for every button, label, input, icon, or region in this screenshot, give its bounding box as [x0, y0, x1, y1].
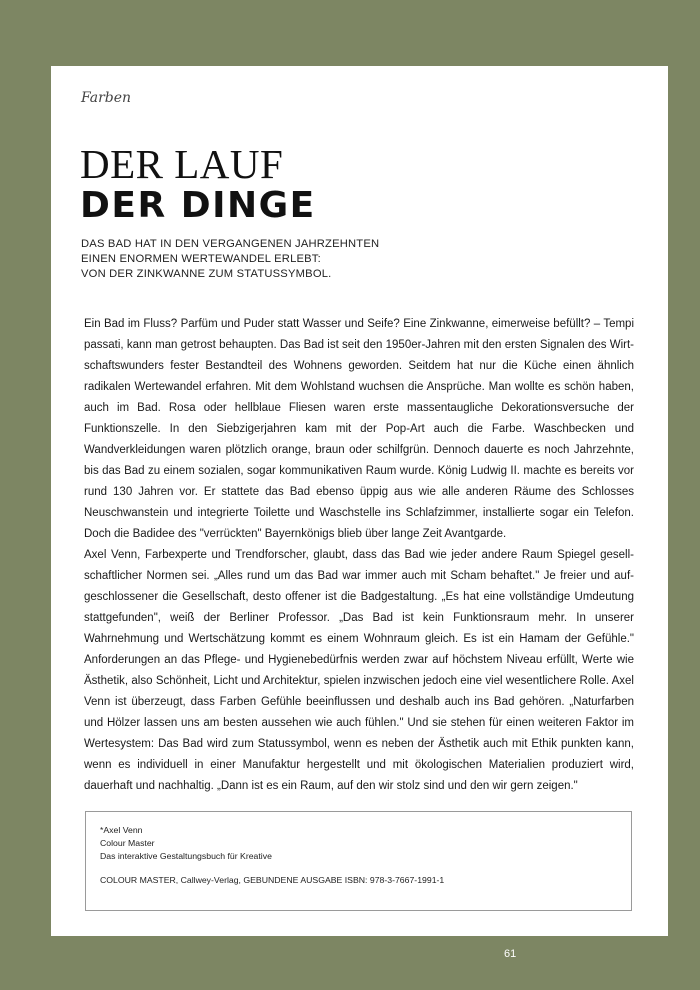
magazine-page	[51, 66, 668, 936]
book-info-box	[85, 811, 632, 911]
subhead-line-3: VON DER ZINKWANNE ZUM STATUSSYMBOL.	[81, 268, 332, 280]
headline-line-2: DER DINGE	[80, 185, 316, 226]
info-book-title: Colour Master	[100, 838, 155, 848]
subhead-line-2: EINEN ENORMEN WERTEWANDEL ERLEBT:	[81, 253, 321, 265]
subhead-line-1: DAS BAD HAT IN DEN VERGANGENEN JAHRZEHNTEN	[81, 238, 380, 250]
article-body	[84, 314, 634, 797]
page-number: 61	[504, 948, 517, 960]
info-book-subtitle: Das interaktive Gestaltungsbuch für Kreative	[100, 851, 272, 861]
body-paragraph-2: Axel Venn, Farbexperte und Trendforscher, glaubt, dass das Bad wie jeder andere Raum Spiegel gesellschaftlicher Normen sei. „Alles rund um das Bad war immer auch mit Scham behaftet." Je freier und aufgeschlossener die Gesellschaft, desto offener ist die Badgestaltung. „Es hat eine vollständige Umdeutung stattgefunden", weiß der Berliner Professor. „Das Bad ist kein Funktionsraum mehr. In unserer Wahrnehmung und Wertschätzung kommt es einem Wohnraum gleich. Es ist ein Hamam der Gefühle." Anforderungen an das Pflege- und Hygienebedürfnis werden zwar auf höchstem Niveau erfüllt, Werte wie Ästhetik, also Schönheit, Licht und Architektur, spielen inzwischen jedoch eine viel wesentlichere Rolle. Axel Venn ist überzeugt, dass Farben Gefühle beeinflussen und deshalb auch ins Bad gehören. „Naturfarben und Hölzer lassen uns am besten aussehen wie auch fühlen." Und sie stehen für einen weiteren Faktor im Wertesystem: Das Bad wird zum Statussymbol, wenn es neben der Ästhetik auch mit Ethik punkten kann, wenn es individuell in einer Manufaktur hergestellt und mit ökologischen Materialien produziert wird, dauerhaft und nachhaltig. „Dann ist es ein Raum, auf den wir stolz sind und den wir gern zeigen."	[84, 549, 634, 792]
article-headline	[80, 141, 316, 228]
article-subhead	[81, 237, 481, 282]
body-paragraph-1: Ein Bad im Fluss? Parfüm und Puder statt Wasser und Seife? Eine Zinkwanne, eimerweise befüllt? – Tempi passati, kann man getrost behaupten. Das Bad ist seit den 1950er-Jahren mit den ersten Signalen des Wirtschaftswunders fester Bestandteil des Wohnens geworden. Seitdem hat nur die Küche einen ähnlich radikalen Wertewandel erfahren. Mit dem Wohlstand wuchsen die Ansprüche. Man wollte es schön haben, auch im Bad. Rosa oder hellblaue Fliesen waren erste massentaugliche Dekorationsversuche der Funktionszelle. In den Siebzigerjahren kam mit der Pop-Art auch die Farbe. Waschbecken und Wandverkleidungen waren plötzlich orange, braun oder schilfgrün. Dennoch dauerte es noch Jahrzehnte, bis das Bad zu einem sozialen, sogar kommunikativen Raum wurde. König Ludwig II. machte es bereits vor rund 130 Jahren vor. Er stattete das Bad ebenso üppig aus wie alle anderen Räume des Schlosses Neuschwanstein und integrierte Toilette und Waschstelle ins Schlafzimmer, installierte sogar ein Telefon. Doch die Badidee des "verrückten" Bayernkönigs blieb über lange Zeit Avantgarde.	[84, 318, 634, 540]
section-label: Farben	[81, 90, 132, 106]
info-author: *Axel Venn	[100, 825, 143, 835]
info-publication: COLOUR MASTER, Callwey-Verlag, GEBUNDENE AUSGABE ISBN: 978-3-7667-1991-1	[100, 875, 445, 885]
headline-line-1: DER LAUF	[80, 141, 284, 187]
info-spacer	[100, 863, 617, 874]
